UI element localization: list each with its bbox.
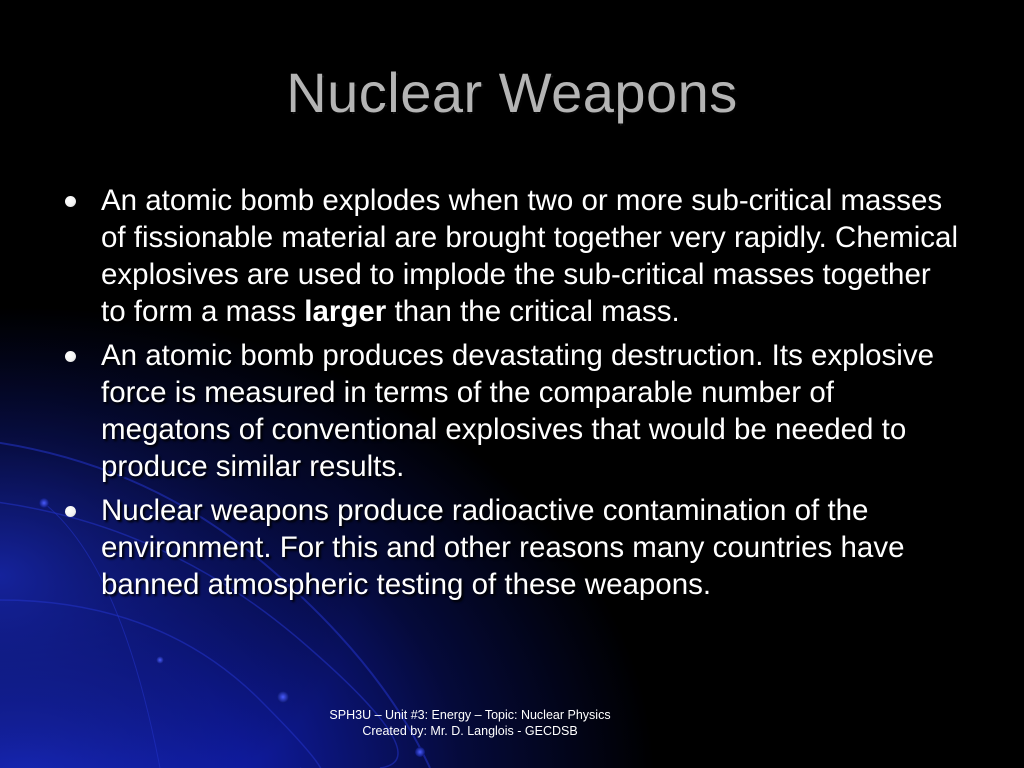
bullet-3-text: Nuclear weapons produce radioactive contamination of the environment. For this and other reasons many countries have banned atmospheric testing of these weapons.: [101, 494, 905, 601]
bullet-item-1: [60, 182, 960, 330]
bullet-item-3: [60, 492, 960, 603]
bullet-list: [60, 182, 960, 610]
slide-footer: [0, 707, 940, 739]
bullet-1-bold-word: larger: [304, 295, 387, 328]
bullet-icon: [65, 506, 76, 517]
bullet-item-2: [60, 337, 960, 485]
bullet-icon: [65, 196, 76, 207]
bullet-1-text-end: than the critical mass.: [386, 295, 680, 328]
footer-author-line: Created by: Mr. D. Langlois - GECDSB: [362, 724, 578, 738]
footer-course-line: SPH3U – Unit #3: Energy – Topic: Nuclear Physics: [329, 708, 611, 722]
bullet-2-text: An atomic bomb produces devastating destruction. Its explosive force is measured in terms of the comparable number of megatons of conventional explosives that would be needed to produce similar results.: [101, 339, 935, 483]
bullet-icon: [65, 351, 76, 362]
slide-title: Nuclear Weapons: [286, 61, 738, 124]
bullet-1-text-start: An atomic bomb explodes when two or more sub-critical masses of fissionable material are brought together very rapidly. Chemical explosives are used to implode the sub-critical masses together to form a mass: [101, 184, 959, 328]
